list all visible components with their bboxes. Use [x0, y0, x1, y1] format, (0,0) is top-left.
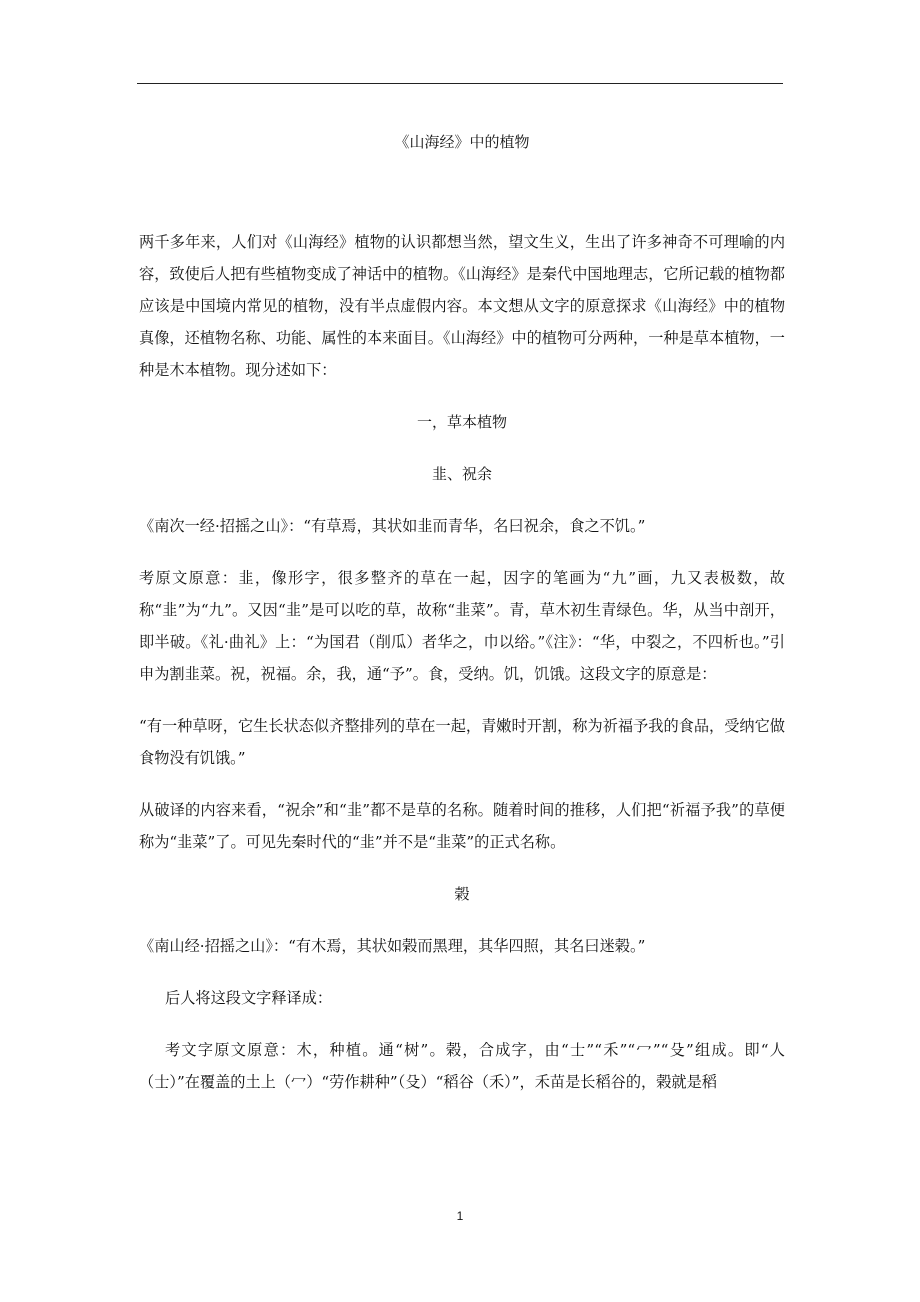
- conclusion-paragraph-1: 从破译的内容来看，“祝余”和“韭”都不是草的名称。随着时间的推移，人们把“祈福予我”的草便称为“韭菜”了。可见先秦时代的“韭”并不是“韭菜”的正式名称。: [139, 801, 785, 851]
- page-number: 1: [456, 1209, 464, 1223]
- analysis-paragraph-2: 考文字原文原意：木，种植。通“树”。榖，合成字，由“士”“禾”“冖”“殳”组成。即“人（士）”在覆盖的土上（冖）“劳作耕种”（殳）“稻谷（禾）”，禾苗是长稻谷的，榖就是稻: [139, 1041, 785, 1091]
- note-paragraph-2: 后人将这段文字释译成：: [165, 989, 333, 1007]
- analysis-paragraph-1: 考原文原意：韭，像形字，很多整齐的草在一起，因字的笔画为“九”画，九又表极数，故称“韭”为“九”。又因“韭”是可以吃的草，故称“韭菜”。青，草木初生青绿色。华，从当中剖开，即半破。《礼·曲礼》上：“为国君（削瓜）者华之，巾以绤。”《注》：“华，中裂之，不四析也。”引申为割韭菜。祝，祝福。余，我，通“予”。食，受纳。饥，饥饿。这段文字的原意是：: [139, 569, 785, 683]
- intro-paragraph: 两千多年来，人们对《山海经》植物的认识都想当然，望文生义，生出了许多神奇不可理喻的内容，致使后人把有些植物变成了神话中的植物。《山海经》是秦代中国地理志，它所记载的植物都应该是中国境内常见的植物，没有半点虚假内容。本文想从文字的原意探求《山海经》中的植物真像，还植物名称、功能、属性的本来面目。《山海经》中的植物可分两种，一种是草本植物，一种是木本植物。现分述如下：: [139, 233, 785, 379]
- translation-paragraph-1: “有一种草呀，它生长状态似齐整排列的草在一起，青嫩时开割，称为祈福予我的食品，受纳它做食物没有饥饿。”: [139, 717, 785, 767]
- document-body: [139, 126, 785, 1118]
- header-rule: [137, 83, 783, 84]
- document-title: 《山海经》中的植物: [394, 133, 530, 151]
- quote-paragraph-1: 《南次一经·招摇之山》：“有草焉，其状如韭而青华，名曰祝余，食之不饥。”: [139, 517, 646, 535]
- section-heading-herbaceous: 一，草本植物: [416, 413, 507, 431]
- subheading-gu: 榖: [454, 885, 470, 903]
- subheading-jiu-zhuyu: 韭、祝余: [431, 465, 492, 483]
- quote-paragraph-2: 《南山经·招摇之山》：“有木焉，其状如榖而黑理，其华四照，其名曰迷榖。”: [139, 937, 646, 955]
